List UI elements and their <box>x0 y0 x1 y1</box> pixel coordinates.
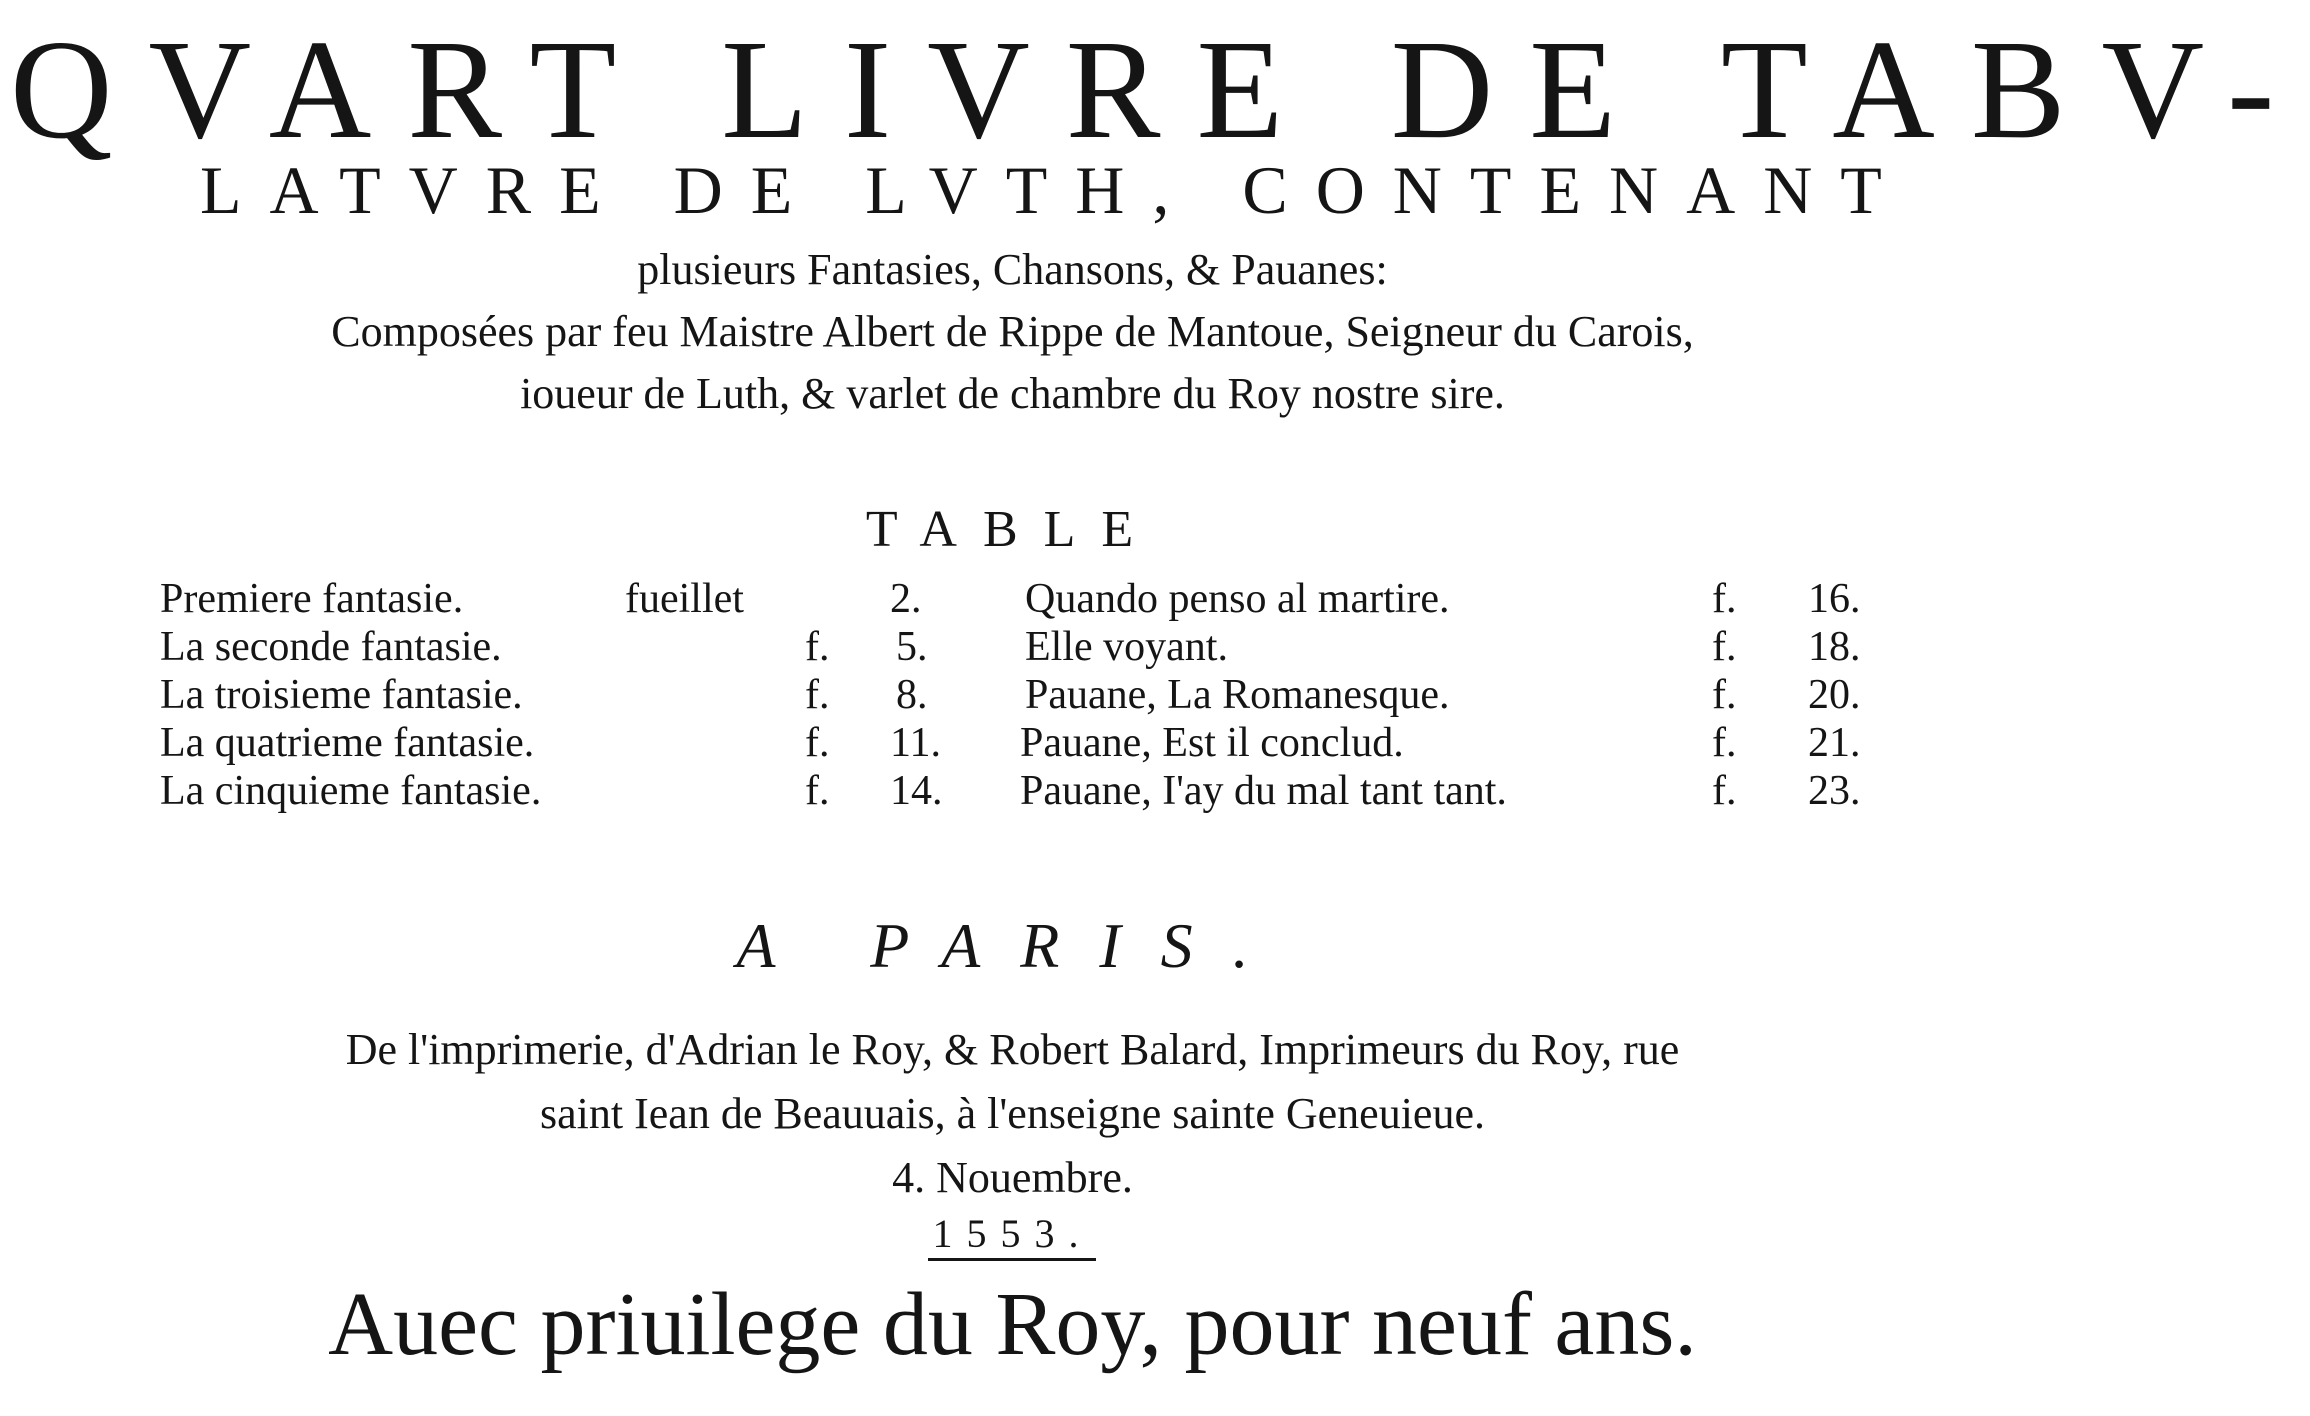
title-line-2: LATVRE DE LVTH, CONTENANT <box>200 152 1910 228</box>
right-entry-title: Pauane, I'ay du mal tant tant. <box>1020 768 1507 814</box>
right-entry-marker: f. <box>1712 720 1737 766</box>
table-row <box>0 574 2025 624</box>
table-row <box>0 766 2025 816</box>
left-entry-title: Premiere fantasie. <box>160 576 464 622</box>
right-entry-folio: 16. <box>1808 576 1861 622</box>
imprint-place: A PARIS. <box>736 910 1289 981</box>
left-entry-folio: 14. <box>890 768 943 814</box>
table-row <box>0 622 2025 672</box>
right-entry-title: Pauane, La Romanesque. <box>1025 672 1450 718</box>
table-row <box>0 718 2025 768</box>
left-entry-marker: f. <box>805 720 830 766</box>
right-entry-title: Quando penso al martire. <box>1025 576 1450 622</box>
left-entry-title: La troisieme fantasie. <box>160 672 523 718</box>
royal-privilege: Auec priuilege du Roy, pour neuf ans. <box>328 1275 1697 1374</box>
left-entry-title: La quatrieme fantasie. <box>160 720 535 766</box>
left-entry-marker: fueillet <box>625 576 744 622</box>
table-row <box>0 670 2025 720</box>
right-entry-marker: f. <box>1712 624 1737 670</box>
left-entry-title: La seconde fantasie. <box>160 624 502 670</box>
imprint-line-2: saint Iean de Beauuais, à l'enseigne sainte Geneuieue. <box>540 1089 1485 1138</box>
left-entry-folio: 11. <box>890 720 941 766</box>
right-entry-title: Pauane, Est il conclud. <box>1020 720 1404 766</box>
right-entry-folio: 20. <box>1808 672 1861 718</box>
left-entry-marker: f. <box>805 672 830 718</box>
left-entry-folio: 2. <box>890 576 922 622</box>
right-entry-marker: f. <box>1712 576 1737 622</box>
left-entry-title: La cinquieme fantasie. <box>160 768 542 814</box>
imprint-year: 1553. <box>932 1211 1093 1256</box>
right-entry-marker: f. <box>1712 672 1737 718</box>
year-underline <box>928 1258 1096 1261</box>
left-entry-marker: f. <box>805 624 830 670</box>
imprint-date: 4. Nouembre. <box>892 1153 1133 1202</box>
subtitle-line-1: plusieurs Fantasies, Chansons, & Pauanes: <box>637 245 1388 294</box>
right-entry-title: Elle voyant. <box>1025 624 1228 670</box>
left-entry-marker: f. <box>805 768 830 814</box>
table-heading: TABLE <box>865 501 1160 558</box>
right-entry-folio: 18. <box>1808 624 1861 670</box>
title-line-1: QVART LIVRE DE TABV- <box>10 10 2310 168</box>
right-entry-folio: 23. <box>1808 768 1861 814</box>
subtitle-line-3: ioueur de Luth, & varlet de chambre du Roy nostre sire. <box>520 369 1505 418</box>
imprint-line-1: De l'imprimerie, d'Adrian le Roy, & Robert Balard, Imprimeurs du Roy, rue <box>345 1025 1680 1074</box>
left-entry-folio: 5. <box>896 624 928 670</box>
left-entry-folio: 8. <box>896 672 928 718</box>
subtitle-line-2: Composées par feu Maistre Albert de Rippe de Mantoue, Seigneur du Carois, <box>331 307 1694 356</box>
right-entry-folio: 21. <box>1808 720 1861 766</box>
right-entry-marker: f. <box>1712 768 1737 814</box>
